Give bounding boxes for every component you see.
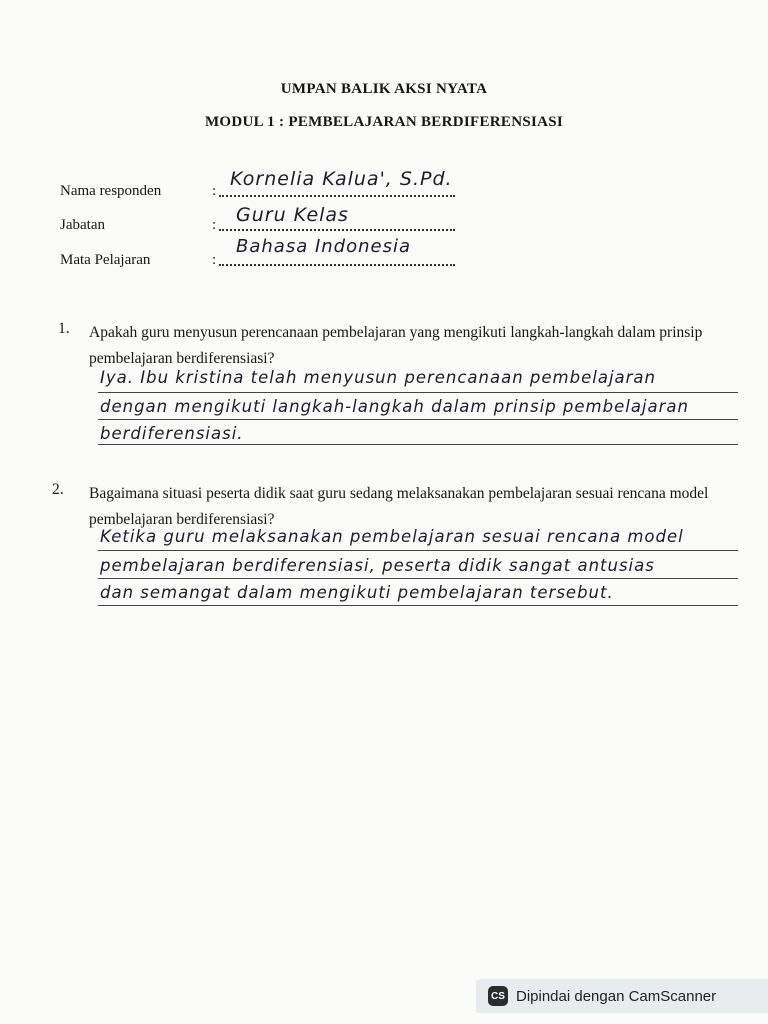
respondent-name-dots — [219, 195, 455, 197]
answer-rule — [98, 550, 738, 551]
question-1-answer-line-3: berdiferensiasi. — [100, 424, 244, 443]
question-2-answer-line-3: dan semangat dalam mengikuti pembelajaran tersebut. — [100, 583, 614, 602]
question-2-number: 2. — [52, 481, 64, 498]
camscanner-label: Dipindai dengan CamScanner — [516, 987, 717, 1005]
respondent-name-value: Kornelia Kalua', S.Pd. — [230, 168, 453, 190]
answer-rule — [98, 578, 738, 579]
question-2-answer-line-1: Ketika guru melaksanakan pembelajaran sesuai rencana model — [100, 527, 684, 546]
subject-value: Bahasa Indonesia — [236, 236, 411, 257]
question-1-answer-line-1: Iya. Ibu kristina telah menyusun perencanaan pembelajaran — [100, 368, 656, 387]
question-1-text: Apakah guru menyusun perencanaan pembelajaran yang mengikuti langkah-langkah dalam prinsip pembelajaran berdiferensiasi? — [89, 324, 703, 367]
answer-rule — [98, 419, 738, 420]
subject-dots — [219, 264, 455, 266]
question-1-answer-line-2: dengan mengikuti langkah-langkah dalam prinsip pembelajaran — [100, 397, 689, 416]
answer-rule — [98, 444, 738, 445]
respondent-name-label: Nama responden — [60, 183, 162, 199]
question-2-answer-line-2: pembelajaran berdiferensiasi, peserta didik sangat antusias — [100, 556, 655, 575]
question-1-number: 1. — [58, 320, 70, 337]
position-dots — [219, 229, 455, 231]
subject-colon: : — [212, 252, 217, 268]
question-2-text: Bagaimana situasi peserta didik saat guru sedang melaksanakan pembelajaran sesuai rencana model pembelajaran berdiferensiasi? — [89, 485, 709, 528]
module-title: MODUL 1 : PEMBELAJARAN BERDIFERENSIASI — [204, 114, 564, 130]
answer-rule — [98, 605, 738, 606]
respondent-name-colon: : — [212, 183, 217, 199]
position-label: Jabatan — [60, 217, 105, 233]
position-value: Guru Kelas — [236, 204, 349, 226]
answer-rule — [98, 392, 738, 393]
position-colon: : — [212, 217, 217, 233]
camscanner-watermark — [476, 979, 768, 1013]
subject-label: Mata Pelajaran — [60, 252, 151, 268]
document-title: UMPAN BALIK AKSI NYATA — [280, 81, 488, 97]
camscanner-icon: CS — [488, 986, 508, 1006]
